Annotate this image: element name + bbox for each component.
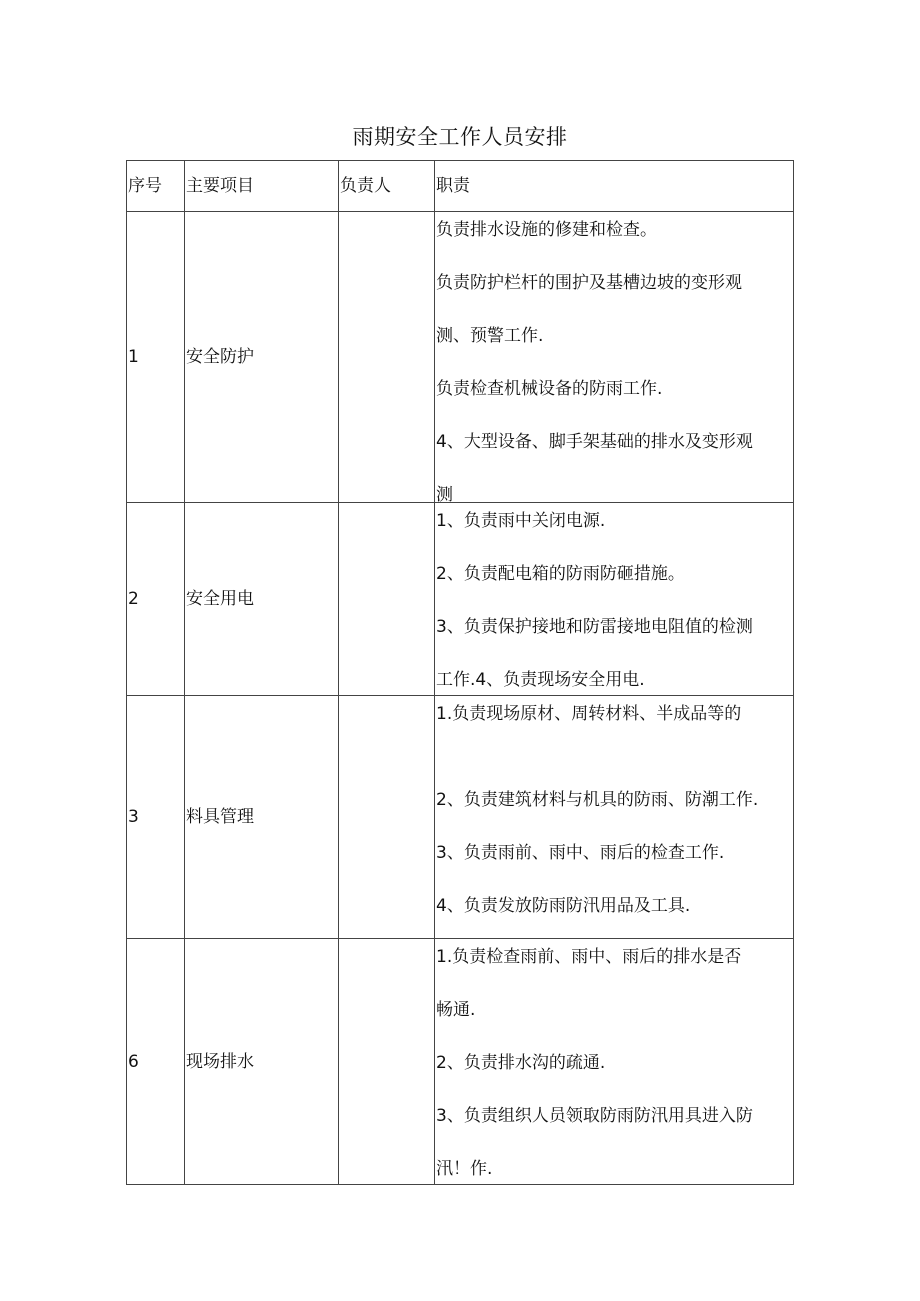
duty-line: 负责排水设施的修建和检查。 [436, 220, 657, 240]
row-item-cell: 安全防护 [185, 212, 339, 503]
duty-line: 3、负责保护接地和防雷接地电阻值的检测 [436, 617, 753, 637]
table-row [127, 212, 794, 503]
row-item-cell: 安全用电 [185, 503, 339, 696]
duty-line: 测 [436, 485, 453, 502]
row-no-cell: 3 [127, 696, 185, 939]
duty-line: 2、负责配电箱的防雨防砸措施。 [436, 564, 685, 584]
duty-line: 工作.4、负责现场安全用电. [436, 670, 645, 690]
row-no-cell: 6 [127, 939, 185, 1185]
duty-line: 负责防护栏杆的围护及基槽边坡的变形观 [436, 273, 742, 293]
duty-line: 1.负责检查雨前、雨中、雨后的排水是否 [436, 947, 742, 967]
duty-line: 2、负责建筑材料与机具的防雨、防潮工作. [436, 790, 759, 810]
row-person-cell [339, 696, 435, 939]
duty-line: 4、负责发放防雨防汛用品及工具. [436, 896, 691, 916]
row-duty-cell [435, 939, 794, 1185]
row-person-cell [339, 503, 435, 696]
table-row [127, 939, 794, 1185]
row-duty-cell [435, 503, 794, 696]
duty-line: 2、负责排水沟的疏通. [436, 1053, 606, 1073]
header-cell-item: 主要项目 [185, 161, 339, 212]
header-cell-duty: 职责 [435, 161, 794, 212]
row-person-cell [339, 939, 435, 1185]
header-cell-person: 负责人 [339, 161, 435, 212]
duty-line: 4、大型设备、脚手架基础的排水及变形观 [436, 432, 753, 452]
duty-line: 畅通. [436, 1000, 476, 1020]
duty-line: 测、预警工作. [436, 326, 544, 346]
rainy-season-safety-table [126, 160, 794, 1185]
duty-line: 负责检查机械设备的防雨工作. [436, 379, 663, 399]
duty-line: 1.负责现场原材、周转材料、半成品等的 [436, 704, 742, 724]
duty-line: 3、负责雨前、雨中、雨后的检查工作. [436, 843, 725, 863]
row-duty-cell [435, 212, 794, 503]
document-title: 雨期安全工作人员安排 [352, 125, 568, 149]
row-item-cell: 料具管理 [185, 696, 339, 939]
row-item-cell: 现场排水 [185, 939, 339, 1185]
row-person-cell [339, 212, 435, 503]
table-header-row [127, 161, 794, 212]
row-duty-cell [435, 696, 794, 939]
duty-line: 汛！作. [436, 1159, 493, 1179]
duty-line: 1、负责雨中关闭电源. [436, 511, 606, 531]
header-cell-no: 序号 [127, 161, 185, 212]
table-row [127, 696, 794, 939]
table-row [127, 503, 794, 696]
row-no-cell: 2 [127, 503, 185, 696]
row-no-cell: 1 [127, 212, 185, 503]
duty-line: 3、负责组织人员领取防雨防汛用具进入防 [436, 1106, 753, 1126]
